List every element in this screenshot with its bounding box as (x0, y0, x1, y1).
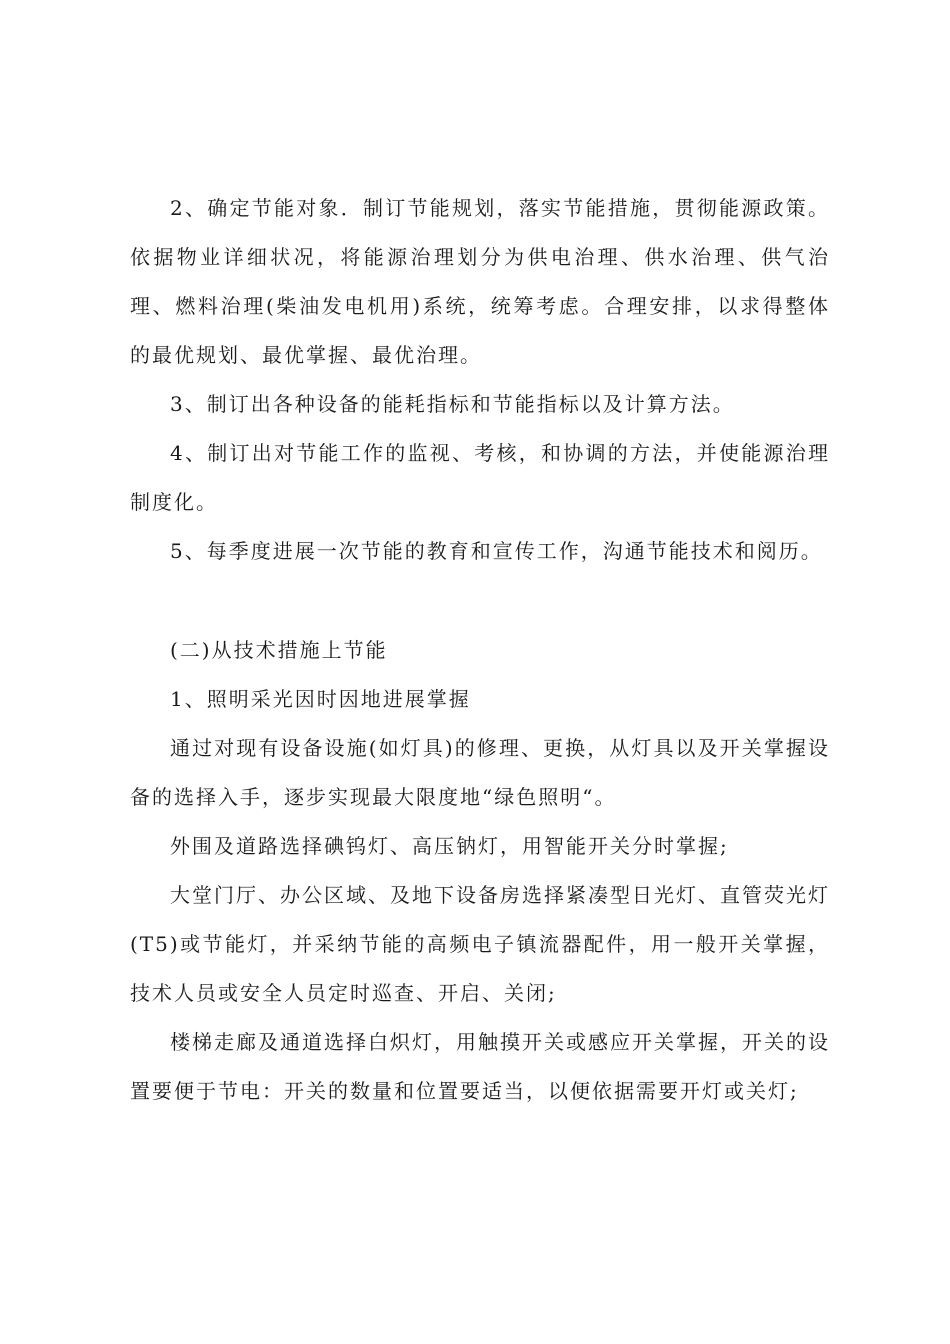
paragraph-item-4: 4、制订出对节能工作的监视、考核，和协调的方法，并使能源治理制度化。 (130, 441, 830, 514)
paragraph-stairway-lighting: 楼梯走廊及通道选择白炽灯，用触摸开关或感应开关掌握，开关的设置要便于节电：开关的数量和位置要适当，以便依据需要开灯或关灯; (130, 1030, 830, 1103)
subheading-lighting-control: 1、照明采光因时因地进展掌握 (170, 687, 471, 711)
paragraph-item-2: 2、确定节能对象．制订节能规划，落实节能措施，贯彻能源政策。依据物业详细状况，将能源治理划分为供电治理、供水治理、供气治理、燃料治理(柴油发电机用)系统，统筹考虑。合理安排，以求得整体的最优规划、最优掌握、最优治理。 (130, 196, 830, 367)
paragraph-item-5: 5、每季度进展一次节能的教育和宣传工作，沟通节能技术和阅历。 (170, 539, 823, 563)
paragraph-green-lighting: 通过对现有设备设施(如灯具)的修理、更换，从灯具以及开关掌握设备的选择入手，逐步实现最大限度地“绿色照明“。 (130, 736, 830, 809)
section-heading-technical-measures: (二)从技术措施上节能 (170, 638, 388, 662)
paragraph-item-3: 3、制订出各种设备的能耗指标和节能指标以及计算方法。 (170, 392, 735, 416)
document-body (130, 184, 830, 1116)
paragraph-outdoor-lighting: 外围及道路选择碘钨灯、高压钠灯，用智能开关分时掌握; (170, 834, 729, 858)
paragraph-lobby-lighting: 大堂门厅、办公区域、及地下设备房选择紧凑型日光灯、直管荧光灯(T5)或节能灯，并采纳节能的高频电子镇流器配件，用一般开关掌握，技术人员或安全人员定时巡查、开启、关闭; (130, 883, 830, 1005)
